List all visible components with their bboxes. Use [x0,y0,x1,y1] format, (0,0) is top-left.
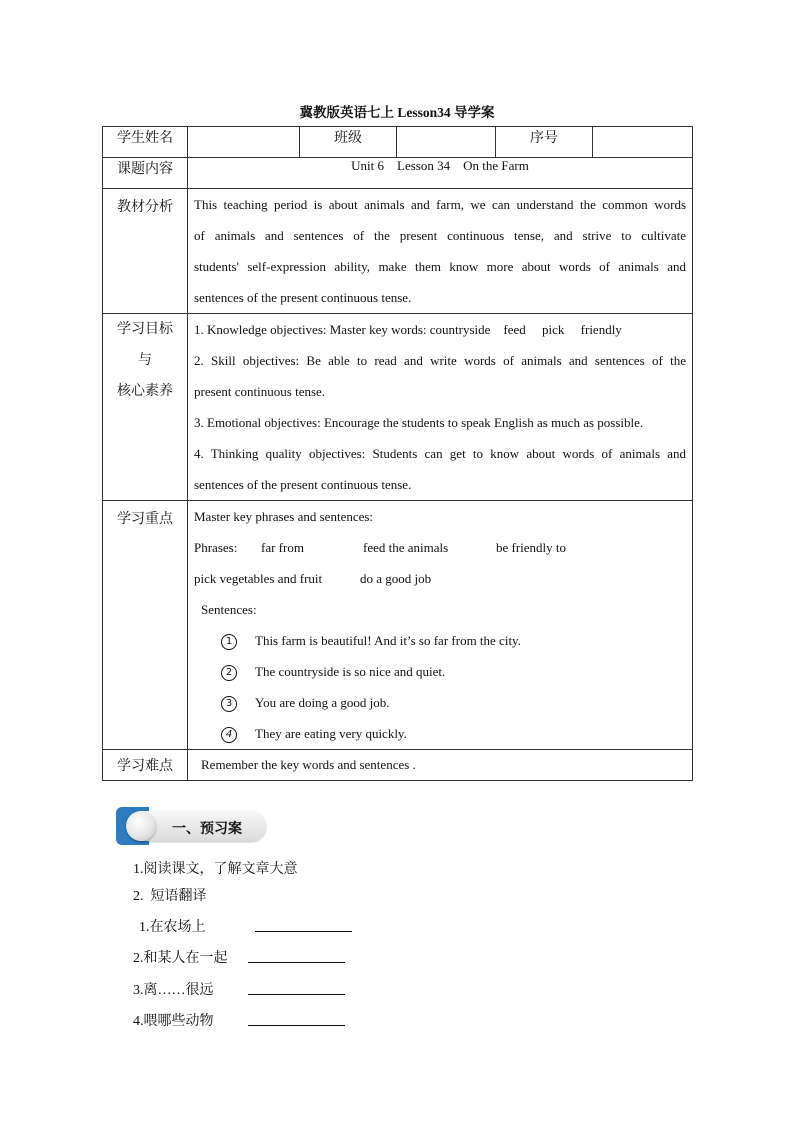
preview-item: 1.阅读课文，了解文章大意 [133,862,298,877]
number-circle: 2 [221,665,237,681]
objectives-row [103,314,693,501]
objectives-content [188,314,693,501]
objective-line: 3. Emotional objectives: Encourage the students to speak English as much as possible. [194,415,644,430]
analysis-label: 教材分析 [103,189,188,314]
phrase-item: feed the animals [363,540,449,555]
objectives-label-line: 核心素养 [117,384,173,399]
difficult-points-value: Remember the key words and sentences . [188,750,693,781]
analysis-row [103,189,693,314]
objective-line: 1. Knowledge objectives: Master key words: countryside feed pick friendly [194,322,622,337]
class-field[interactable] [397,127,496,158]
phrase-prompt: 3.离……很远 [133,983,214,998]
phrase-prompt: 1.在农场上 [139,920,206,935]
number-circle: 4 [221,727,237,743]
difficult-points-row [103,750,693,781]
sentence-text: This farm is beautiful! And it’s so far from the city. [255,633,521,648]
answer-blank[interactable] [255,931,352,932]
sentence-text: They are eating very quickly. [255,726,407,741]
objective-line: present continuous tense. [194,384,326,399]
class-label: 班级 [300,127,397,158]
key-points-content [188,501,693,750]
number-circle: 3 [221,696,237,712]
sentence-item [194,625,686,656]
phrase-item: do a good job [360,571,432,586]
topic-value: Unit 6 Lesson 34 On the Farm [188,158,693,189]
phrases-line [194,532,686,563]
objective-line: 4. Thinking quality objectives: Students can get to know about words of animals and [194,446,686,461]
topic-label: 课题内容 [103,158,188,189]
phrase-prompt: 4.喂哪些动物 [133,1014,214,1029]
analysis-line: This teaching period is about animals and farm, we can understand the common words [194,197,686,212]
number-circle: 1 [221,634,237,650]
sentences-label: Sentences: [201,602,257,617]
key-points-label: 学习重点 [103,501,188,750]
section-ball-icon [126,811,156,841]
objective-line: 2. Skill objectives: Be able to read and write words of animals and sentences of the [194,353,686,368]
student-name-field[interactable] [188,127,300,158]
answer-blank[interactable] [248,1025,345,1026]
answer-blank[interactable] [248,962,345,963]
preview-section-header [116,807,266,845]
lesson-plan-table [102,126,693,781]
sentence-text: The countryside is so nice and quiet. [255,664,446,679]
sentence-item [194,687,686,718]
topic-row [103,158,693,189]
phrases-label: Phrases: [194,540,238,555]
analysis-line: students' self-expression ability, make them know more about words of animals and [194,259,686,274]
answer-blank[interactable] [248,994,345,995]
analysis-line: of animals and sentences of the present continuous tense, and strive to cultivate [194,228,686,243]
phrases-line [194,563,686,594]
key-points-row [103,501,693,750]
student-info-row [103,127,693,158]
analysis-line: sentences of the present continuous tense. [194,290,412,305]
difficult-points-label: 学习难点 [103,750,188,781]
student-name-label: 学生姓名 [103,127,188,158]
objectives-label-line: 与 [138,353,152,368]
number-field[interactable] [593,127,693,158]
phrase-item: pick vegetables and fruit [194,571,323,586]
objectives-label-line: 学习目标 [117,322,173,337]
sentence-item [194,718,686,749]
objectives-label [103,314,188,501]
phrase-item: far from [261,540,304,555]
document-title: 冀教版英语七上 Lesson34 导学案 [299,105,495,120]
preview-item: 2. 短语翻译 [133,889,207,904]
phrase-prompt: 2.和某人在一起 [133,951,228,966]
sentence-item [194,656,686,687]
objective-line: sentences of the present continuous tense. [194,477,412,492]
section-title: 一、预习案 [172,821,242,837]
analysis-content [188,189,693,314]
number-label: 序号 [496,127,593,158]
phrase-item: be friendly to [496,540,567,555]
sentence-text: You are doing a good job. [255,695,390,710]
key-points-intro: Master key phrases and sentences: [194,509,374,524]
